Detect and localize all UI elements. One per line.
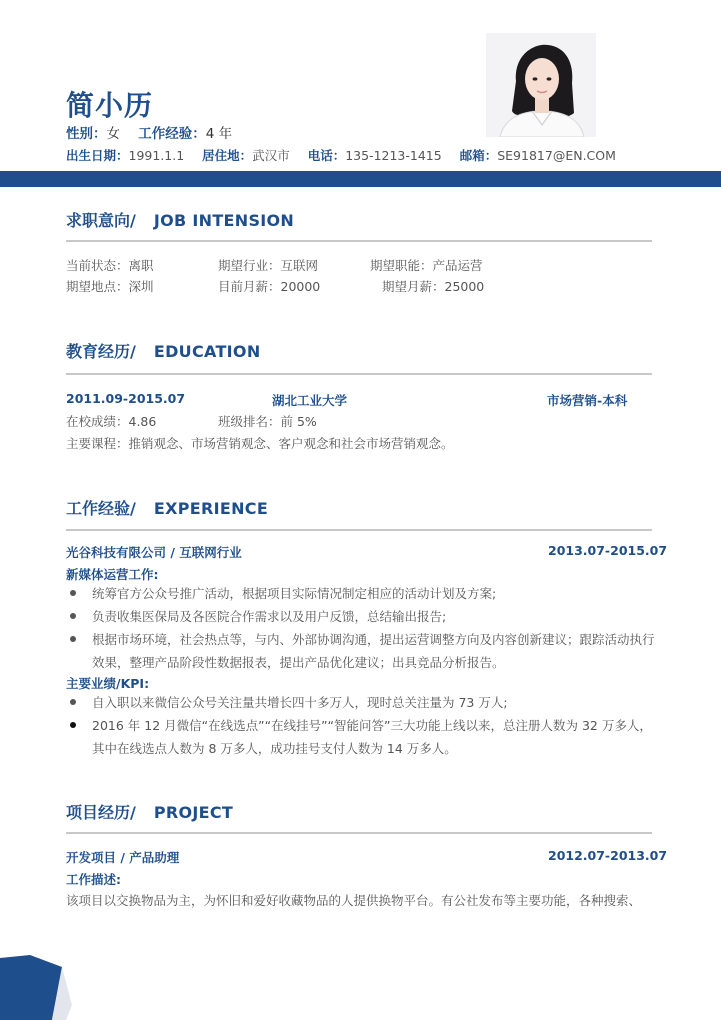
list-item (66, 582, 658, 605)
section-title-cn: 工作经验/ (66, 499, 136, 518)
kpi-label: 主要业绩/KPI: (66, 676, 150, 691)
section-title-en: EDUCATION (153, 342, 261, 361)
section-title-cn: 求职意向/ (66, 211, 136, 230)
section-title-cn: 教育经历/ (66, 342, 136, 361)
experience-years-label: 工作经验： (138, 126, 206, 142)
expected-industry: 期望行业：互联网 (218, 258, 319, 273)
section-title-intention (66, 208, 294, 231)
section-rule (66, 832, 652, 834)
email-label: 邮箱： (459, 148, 498, 163)
experience-company: 光谷科技有限公司 / 互联网行业 (66, 545, 242, 560)
corner-decoration (0, 955, 80, 1020)
birth-value: 1991.1.1 (128, 148, 185, 163)
list-item (66, 691, 658, 714)
bullet-dot (70, 699, 76, 705)
section-rule (66, 373, 652, 375)
current-salary: 目前月薪：20000 (218, 279, 321, 294)
education-major: 市场营销-本科 (547, 393, 628, 408)
section-title-experience (66, 496, 268, 519)
project-desc-label: 工作描述: (66, 872, 121, 887)
experience-role: 新媒体运营工作: (66, 567, 159, 582)
duty-list (66, 582, 658, 674)
education-courses: 主要课程：推销观念、市场营销观念、客户观念和社会市场营销观念。 (66, 436, 454, 451)
education-gpa: 在校成绩：4.86 (66, 414, 157, 429)
list-item (66, 628, 658, 674)
project-period: 2012.07-2013.07 (548, 848, 668, 863)
list-item (66, 714, 658, 760)
section-title-en: EXPERIENCE (153, 499, 269, 518)
expected-salary: 期望月薪：25000 (382, 279, 485, 294)
gender-label: 性别： (66, 126, 107, 142)
section-title-education (66, 339, 261, 362)
section-rule (66, 240, 652, 242)
section-title-project (66, 800, 233, 823)
duty-text: 负责收集医保局及各医院合作需求以及用户反馈，总结输出报告; (92, 609, 447, 624)
profile-photo-illustration (486, 33, 596, 137)
basic-info-row (66, 122, 246, 142)
kpi-list (66, 691, 658, 760)
phone-label: 电话： (307, 148, 346, 163)
education-school: 湖北工业大学 (272, 393, 348, 408)
header-divider-bar (0, 171, 721, 187)
duty-text: 统筹官方公众号推广活动，根据项目实际情况制定相应的活动计划及方案; (92, 586, 497, 601)
gender-value: 女 (106, 126, 120, 142)
section-title-en: JOB INTENSION (153, 211, 295, 230)
profile-photo (486, 33, 596, 137)
birth-label: 出生日期： (66, 148, 129, 163)
section-title-cn: 项目经历/ (66, 803, 136, 822)
contact-info-row (66, 146, 630, 164)
phone-value: 135-1213-1415 (345, 148, 442, 163)
duty-text: 根据市场环境，社会热点等，与内、外部协调沟通，提出运营调整方向及内容创新建议；跟踪活动执行效果，整理产品阶段性数据报表，提出产品优化建议；出具竞品分析报告。 (92, 632, 655, 670)
expected-function: 期望职能：产品运营 (370, 258, 483, 273)
bullet-dot (70, 590, 76, 596)
project-name: 开发项目 / 产品助理 (66, 850, 180, 865)
project-desc: 该项目以交换物品为主，为怀旧和爱好收藏物品的人提供换物平台。有公社发布等主要功能，各种搜索、 (66, 893, 642, 908)
kpi-text: 自入职以来微信公众号关注量共增长四十多万人，现时总关注量为 73 万人; (92, 695, 508, 710)
education-period: 2011.09-2015.07 (66, 391, 186, 406)
bullet-dot (70, 722, 76, 728)
residence-value: 武汉市 (252, 148, 290, 163)
expected-location: 期望地点：深圳 (66, 279, 154, 294)
experience-years-value: 4 年 (205, 126, 233, 142)
bullet-dot (70, 613, 76, 619)
bullet-dot (70, 636, 76, 642)
email-value: SE91817@EN.COM (497, 148, 616, 163)
residence-label: 居住地： (202, 148, 253, 163)
education-rank: 班级排名：前 5% (218, 414, 317, 429)
section-rule (66, 529, 652, 531)
section-title-en: PROJECT (153, 803, 234, 822)
experience-period: 2013.07-2015.07 (548, 543, 668, 558)
current-status: 当前状态：离职 (66, 258, 154, 273)
list-item (66, 605, 658, 628)
kpi-text: 2016 年 12 月微信“在线选点”“在线挂号”“智能问答”三大功能上线以来，总注册人数为 32 万多人，其中在线选点人数为 8 万多人，成功挂号支付人数为 14 万多人。 (92, 718, 652, 756)
resume-name: 简小历 (66, 89, 154, 122)
